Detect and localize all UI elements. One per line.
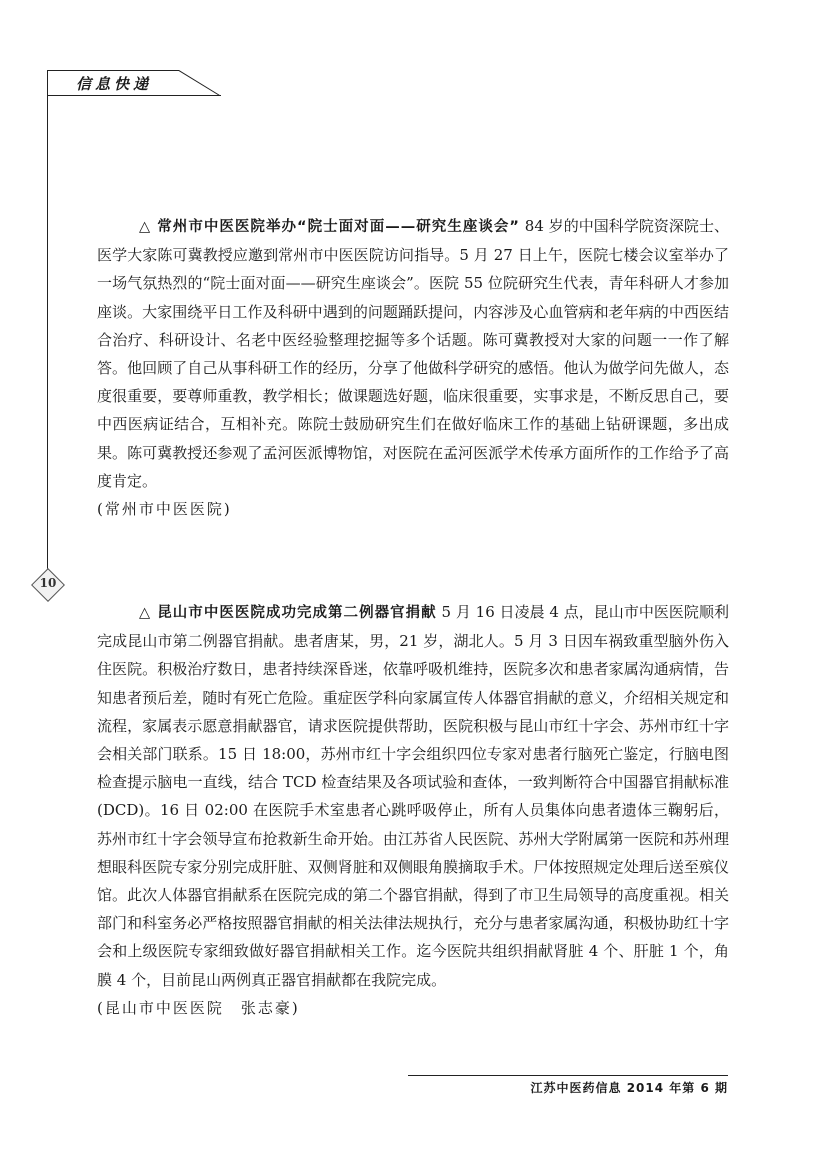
article-paragraph <box>97 212 729 495</box>
section-tab-top-rule <box>47 70 179 71</box>
article-source: (常州市中医医院) <box>97 500 232 519</box>
article-kunshan <box>97 598 729 1022</box>
left-margin-rule <box>47 70 48 575</box>
article-changzhou <box>97 212 729 523</box>
section-tab-bottom-rule <box>47 95 221 96</box>
footer-rule <box>408 1075 728 1076</box>
article-headline: △ 昆山市中医医院成功完成第二例器官捐献 <box>139 605 437 621</box>
page-number: 10 <box>39 576 57 590</box>
article-headline: △ 常州市中医医院举办“院士面对面——研究生座谈会” <box>139 219 520 235</box>
article-paragraph <box>97 598 729 994</box>
journal-footer: 江苏中医药信息 2014 年第 6 期 <box>530 1081 728 1095</box>
section-label: 信息快递 <box>76 75 153 93</box>
article-body: 84 岁的中国科学院资深院士、医学大家陈可冀教授应邀到常州市中医医院访问指导。5 月 27 日上午，医院七楼会议室举办了一场气氛热烈的“院士面对面——研究生座谈会”。医院 55 位院研究生代表，青年科研人才参加座谈。大家围绕平日工作及科研中遇到的问题踊跃提问，内容涉及心血管病和老年病的中西医结合治疗、科研设计、名老中医经验整理挖掘等多个话题。陈可冀教授对大家的问题一一作了解答。他回顾了自己从事科研工作的经历，分享了他做科学研究的感悟。他认为做学问先做人，态度很重要，要尊师重教，教学相长；做课题选好题，临床很重要，实事求是，不断反思自己，要中西医病证结合，互相补充。陈院士鼓励研究生们在做好临床工作的基础上钻研课题，多出成果。陈可冀教授还参观了孟河医派博物馆，对医院在孟河医派学术传承方面所作的工作给予了高度肯定。 <box>97 217 729 490</box>
article-source: (昆山市中医医院 张志豪) <box>97 998 300 1017</box>
page-number-badge <box>34 571 62 599</box>
section-tab-slant <box>178 70 219 96</box>
article-body: 5 月 16 日凌晨 4 点，昆山市中医医院顺利完成昆山市第二例器官捐献。患者唐某，男，21 岁，湖北人。5 月 3 日因车祸致重型脑外伤入住医院。积极治疗数日，患者持续深昏迷，依靠呼吸机维持，医院多次和患者家属沟通病情，告知患者预后差，随时有死亡危险。重症医学科向家属宣传人体器官捐献的意义，介绍相关规定和流程，家属表示愿意捐献器官，请求医院提供帮助，医院积极与昆山市红十字会、苏州市红十字会相关部门联系。15 日 18:00，苏州市红十字会组织四位专家对患者行脑死亡鉴定，行脑电图检查提示脑电一直线，结合 TCD 检查结果及各项试验和查体，一致判断符合中国器官捐献标准(DCD)。16 日 02:00 在医院手术室患者心跳呼吸停止，所有人员集体向患者遗体三鞠躬后，苏州市红十字会领导宣布抢救新生命开始。由江苏省人民医院、苏州大学附属第一医院和苏州理想眼科医院专家分别完成肝脏、双侧肾脏和双侧眼角膜摘取手术。尸体按照规定处理后送至殡仪馆。此次人体器官捐献系在医院完成的第二个器官捐献，得到了市卫生局领导的高度重视。相关部门和科室务必严格按照器官捐献的相关法律法规执行，充分与患者家属沟通，积极协助红十字会和上级医院专家细致做好器官捐献相关工作。迄今医院共组织捐献肾脏 4 个、肝脏 1 个，角膜 4 个，目前昆山两例真正器官捐献都在我院完成。 <box>97 603 729 989</box>
